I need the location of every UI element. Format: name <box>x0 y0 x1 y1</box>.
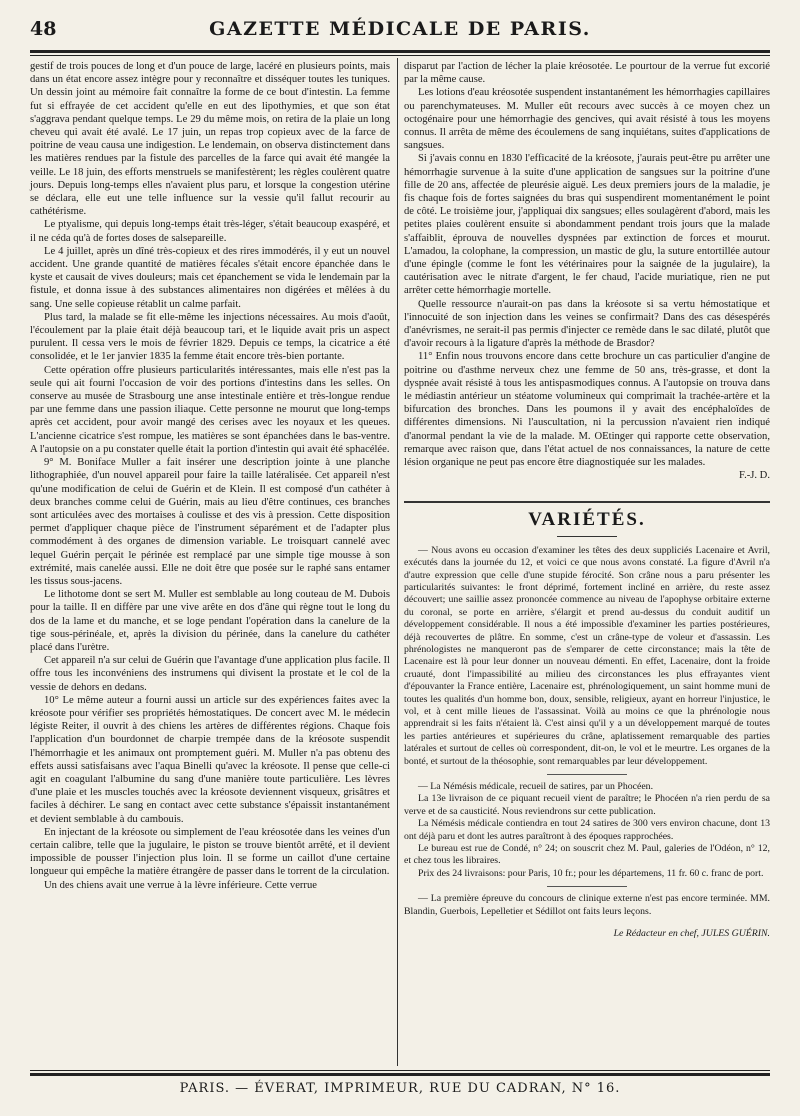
paragraph: Si j'avais connu en 1830 l'efficacité de la kréosote, j'aurais peut-être pu arrêter une hémorrhagie survenue à la suite d'une application de sangsues sur la poitrine d'une fille de 20 ans, affectée de pleurésie aiguë. Les deux premiers jours de la maladie, je fis chaque fois de fortes saignées du bras qui suspendirent momentanément le point de côté. Le troisième jour, j'appliquai dix sangsues; elles soulagèrent d'abord, mais les petites plaies coulèrent ensuite si abondamment pendant trois jours que la malade s'affaiblit, éprouva de nouvelles dyspnées par extinction de forces et mourut. L'amadou, la colophane, la compression, un mastic de glu, la suture entortillée autour d'une épingle (comme le font les vétérinaires pour la saignée de la jugulaire), la cautérisation avec le nitrate d'argent, le fer chaud, l'acide muriatique, rien ne put arrêter cette hémorrhagie mortelle. <box>404 153 770 297</box>
paragraph: Un des chiens avait une verrue à la lèvre inférieure. Cette verrue <box>44 879 317 891</box>
header-rule <box>30 50 770 53</box>
section-title-varietes: VARIÉTÉS. <box>528 508 646 530</box>
paragraph: Cet appareil n'a sur celui de Guérin que l'avantage d'une application plus facile. Il offre tous les inconvéniens des instrumens qui divisent la prostate et le col de la vessie de dehors en dedans. <box>30 655 390 693</box>
paragraph: gestif de trois pouces de long et d'un pouce de large, lacéré en plusieurs points, mais dans un état encore assez intègre pour y reconnaître et disséquer toutes les tuniques. Un dessin joint au mémoire fait connaître la forme de ce bout d'intestin. La femme fut si effrayée de cet accident qu'elle en eut des lipothymies, et que son état s'aggrava pendant quelque temps. Le 29 du même mois, on retira de la plaie un long cheveu qui avait été avalé. Le 17 juin, un repas trop copieux avec de la farce de poitrine de veau causa une indigestion. Le lendemain, on observa distinctement dans les matières rendues par la fistule des parcelles de la farce qui avait été mangée la veille. Le 18 juin, des efforts menstruels se manifestèrent; les règles coulèrent quatre jours. Depuis long-temps elles n'avaient plus paru, et lorsque la congestion utérine se déclara, elle eut une telle influence sur la vessie qu'il fallut recourir au cathétérisme. <box>30 61 390 218</box>
section-separator <box>404 491 770 503</box>
page-footer <box>30 1070 770 1100</box>
author-signature: F.-J. D. <box>739 470 770 482</box>
printer-imprint: PARIS. — ÉVERAT, IMPRIMEUR, RUE DU CADRAN, N° 16. <box>179 1081 621 1096</box>
paragraph: En injectant de la kréosote ou simplement de l'eau kréosotée dans les veines d'un certain calibre, telle que la jugulaire, le piston se trouve bientôt arrêté, et il devient impossible de pousser l'injection plus loin. Il se forme un caillot d'une certaine longueur qui empêche la matière étrangère de passer dans le torrent de la circulation. <box>30 826 390 878</box>
page-header <box>30 18 770 50</box>
footer-rule-thick <box>30 1073 770 1076</box>
paragraph: — La première épreuve du concours de clinique externe n'est pas encore terminée. MM. Blandin, Guerbois, Lepelletier et Sédillot ont faits leurs leçons. <box>404 893 770 917</box>
right-column <box>404 60 770 940</box>
paragraph: 9° M. Boniface Muller a fait insérer une description jointe à une planche lithographiée, d'un nouvel appareil pour faire la taille latéralisée. Cet appareil n'est qu'une modification de celui de Guérin et de Klein. Il est composé d'un cathéter à deux branches comme celui de Guérin, mais au lieu d'être continues, ces branches sont articulées avec des mortaises à coulisse et des vis à pression. Cette disposition permet d'appliquer chaque pièce de l'instrument séparément et de l'adapter plus commodément à des organes de dimension variable. Le troisquart cannelé avec lequel Guérin perçait le périnée est remplacé par une simple tige mousse à son extrémité, mais canelée aussi. Elle ne doit être que posée sur le raphé sans entamer les tissus sous-jacens. <box>30 457 390 587</box>
paragraph: Le bureau est rue de Condé, n° 24; on souscrit chez M. Paul, galeries de l'Odéon, n° 12, et chez tous les libraires. <box>404 843 770 867</box>
page-number: 48 <box>30 18 57 40</box>
header-rule-thin <box>30 55 770 56</box>
paragraph: La Némésis médicale contiendra en tout 24 satires de 300 vers environ chacune, dont 13 ont déjà paru et dont les autres paraîtront à des époques rapprochées. <box>404 818 770 842</box>
paragraph: Prix des 24 livraisons: pour Paris, 10 fr.; pour les départemens, 11 fr. 60 c. franc de port. <box>418 867 764 879</box>
paragraph: — La Némésis médicale, recueil de satires, par un Phocéen. <box>418 781 654 793</box>
varietes-body <box>404 545 770 941</box>
paragraph: Cette opération offre plusieurs particularités intéressantes, mais elle n'est pas la seule qui ait fourni l'occasion de voir des portions d'intestins dans les selles. On conserve au musée de Strasbourg une anse intestinale entière et très-longue rendue par une femme dans une passion iliaque. Cette personne ne mourut que long-temps après cet accident, pour avoir mangé des cerises avec les noyaux et les queues. L'ancienne cicatrice s'est rompue, les matières se sont épanchées dans le bas-ventre. A l'autopsie on a pu constater quelle était la portion d'intestin qui avait été sphacélée. <box>30 364 390 455</box>
paragraph: Les lotions d'eau kréosotée suspendent instantanément les hémorrhagies capillaires ou parenchymateuses. M. Muller eût recours avec succès à ce moyen chez un octogénaire pour une hémorrhagie des gencives, qui avait résisté à tous les moyens connus. Il arrêta de même des écoulemens de sang inquiétans, suites d'applications de sangsues. <box>404 87 770 152</box>
paragraph: 11° Enfin nous trouvons encore dans cette brochure un cas particulier d'angine de poitrine ou d'asthme nerveux chez une femme de 50 ans, très-grasse, et dont la dyspnée avait résisté à tous les antispasmodiques connus. A l'autopsie on trouva dans le médiastin antérieur un stéatome volumineux qui comprimait la trachée-artère et la bifurcation des bronches. Dans les poumons il y avait des encéphaloïdes de différentes dimensions. Ni l'auscultation, ni la percussion n'avaient rien indiqué d'anormal pendant la vie de la malade. M. OEtinger qui rapporte cette observation, remarque avec raison que, dans l'état actuel de nos connaissances, la nature de cette lésion organique ne peut pas encore être diagnostiquée sur les malades. <box>404 351 770 469</box>
paragraph: Quelle ressource n'aurait-on pas dans la kréosote si sa vertu hémostatique et l'innocuité de son injection dans les veines se confirmait? Dans des cas désespérés d'anévrismes, ne serait-il pas permis d'injecter ce remède dans le sac dilaté, plutôt que d'avoir recours à la ligature d'après la méthode de Brasdor? <box>404 298 770 350</box>
paragraph: Le 4 juillet, après un dîné très-copieux et des rires immodérés, il y eut un nouvel accident. Une grande quantité de matières fécales s'était encore épanchée dans le kyste et causait de vives douleurs; mais cet épanchement se vida le lendemain par la fistule, et donna issue à des substances alimentaires non digérées et mêlées à du sang. Une selle copieuse rétablit un calme parfait. <box>30 245 390 310</box>
paragraph: Plus tard, la malade se fit elle-même les injections nécessaires. Au mois d'août, l'écoulement par la plaie était déjà beaucoup tari, et le liquide avait pris un aspect purulent. Il cessa vers le mois de février 1829. Depuis ce temps, la cicatrice a été consolidée, et le 1er janvier 1835 la femme était encore très-bien portante. <box>30 311 390 363</box>
column-divider <box>397 58 398 1066</box>
paragraph: La 13e livraison de ce piquant recueil vient de paraître; le Phocéen n'a rien perdu de sa verve et de sa causticité. Nous reviendrons sur cette publication. <box>404 793 770 817</box>
paragraph: Le lithotome dont se sert M. Muller est semblable au long couteau de M. Dubois pour la taille. Il en diffère par une vive arête en dos d'âne qui règne tout le long du dos de la lame et du manche, et se loge pendant l'opération dans la canelure de la tige sous-périnéale, et, après la division du périnée, dans la canelure du cathéter placé dans l'urètre. <box>30 589 390 653</box>
editor-line: Le Rédacteur en chef, JULES GUÉRIN. <box>613 928 770 940</box>
minor-rule <box>547 774 627 775</box>
paragraph: 10° Le même auteur a fourni aussi un article sur des expériences faites avec la kréosote pour vérifier ses propriétés hémostatiques. De concert avec M. le médecin légiste Reiter, il ouvrit à des chiens les artères de différentes régions. Chaque fois l'application d'un bourdonnet de charpie trempée dans de la kréosote suspendit l'hémorrhagie et les animaux ont promptement guéri. M. Muller n'a pas obtenu des effets aussi satisfaisans avec l'aqua Binelli qu'avec la kréosote. Il pense que celle-ci agit en coagulant l'albumine du sang d'une manière toute particulière. Les lèvres d'une plaie et les muscles touchés avec la kréosote deviennent visqueux, grisâtres et faciles à déchirer. Le sang en contact avec cette substance s'épaissit instantanément et devient semblable à du cambouis. <box>30 694 390 825</box>
left-column <box>30 60 390 892</box>
footer-rule <box>30 1070 770 1071</box>
paragraph: Le ptyalisme, qui depuis long-temps était très-léger, s'était beaucoup exaspéré, et il ne céda qu'à de fortes doses de salsepareille. <box>30 219 390 244</box>
minor-rule <box>547 886 627 887</box>
paragraph: — Nous avons eu occasion d'examiner les têtes des deux suppliciés Lacenaire et Avril, exécutés dans la journée du 12, et voici ce que nous avons constaté. La figure d'Avril n'a d'autre expression que celle d'une stupide férocité. Son crâne nous a paru présenter les particularités suivantes: le front déprimé, fortement incliné en arrière, du reste assez découvert; une saillie assez prononcée commence au niveau de l'apophyse orbitaire externe du coronal, se porte en arrière, s'élargit et prend au-dessus du conduit auditif un développement considérable. Il nous a été impossible d'examiner les parties postérieures, déjà recouvertes de plâtre. En somme, c'est un crâne-type de voleur et d'assassin. Les phrénologistes ne manqueront pas de s'emparer de cette circonstance; mais la tête de Lacenaire est là pour leur donner un nouveau démenti. En effet, Lacenaire, dont la froide cruauté, dont l'impassibilité au milieu des circonstances les plus effrayantes vient d'épouvanter la France entière, Lacenaire est, phrénologiquement, un saint homme muni de toutes les qualités d'un homme bon, doux, sensible, religieux, ayant en horreur l'injustice, le vol, et à cent mille lieues de l'assassinat. Voilà au moins ce que la phrénologie nous apprendrait si les faits n'étaient là. C'est ainsi qu'il y a un développement marqué de toutes les parties antérieures et supérieures du crâne, aplatissement remarquable des parties latérales et surtout de celles où correspondent, dit-on, le vol et le meurtre. Les organes de la bonté, et surtout de la théosophie, sont remarquables par leur développement. <box>404 544 770 767</box>
paragraph: disparut par l'action de lécher la plaie kréosotée. Le pourtour de la verrue fut excorié par la même cause. <box>404 61 770 86</box>
journal-title: GAZETTE MÉDICALE DE PARIS. <box>209 18 591 40</box>
title-underline <box>557 536 617 537</box>
